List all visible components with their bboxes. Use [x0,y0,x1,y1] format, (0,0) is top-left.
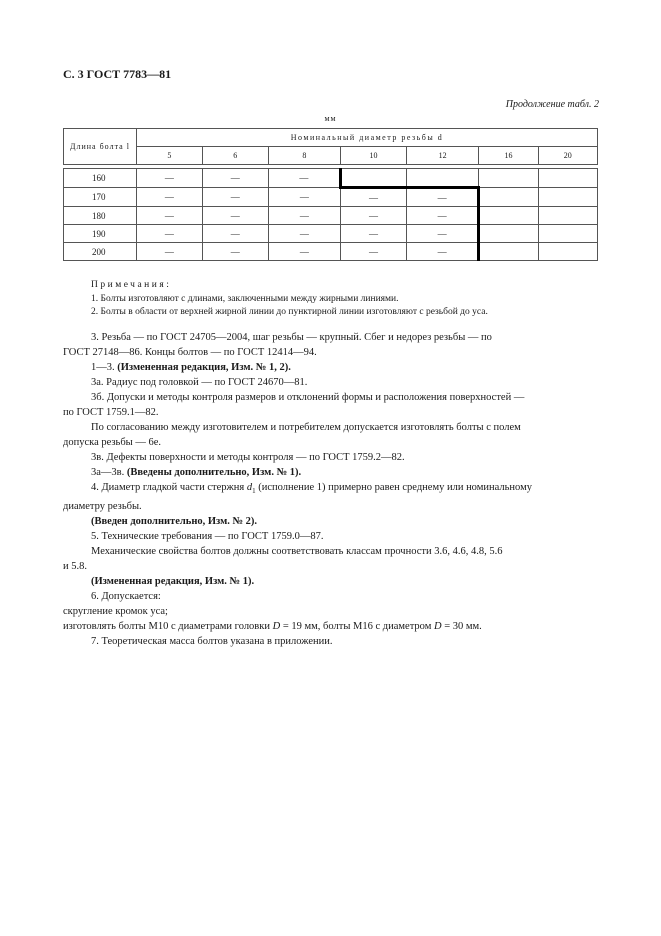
text-run: = 19 мм, болты М16 с диаметром [280,621,434,633]
table-cell: — [202,225,268,243]
paragraph: 3. Резьба — по ГОСТ 24705—2004, шаг резьбы — крупный. Сбег и недорез резьбы — по [91,332,492,343]
diameter-cell: 20 [538,147,597,165]
paragraph-continuation: диаметру резьбы. [63,501,142,513]
table-units: мм [324,114,337,123]
table-cell: — [406,207,478,225]
table-cell: — [268,169,340,188]
table-cell [538,207,597,225]
length-header: Длина болта l [64,129,137,165]
text-run: (исполнение 1) примерно равен среднему или номинальному [255,482,532,493]
table-cell: — [268,225,340,243]
length-cell: 190 [64,225,137,243]
table-cell: — [406,188,478,207]
subscript: 1 [252,487,256,496]
text-run: = 30 мм. [441,621,482,633]
table-cell: — [137,188,203,207]
table-cell [479,207,538,225]
note-item: 2. Болты в области от верхней жирной линии до пунктирной линии изготовляют с резьбой до уса. [91,307,488,317]
amendment-note [91,465,598,480]
table-cell: — [137,225,203,243]
table-cell [538,188,597,207]
table-cell [479,169,538,188]
length-cell: 160 [64,169,137,188]
paragraph: 5. Технические требования — по ГОСТ 1759.0—87. [91,531,324,543]
table-notes [91,279,488,320]
table-row [64,169,598,188]
diameter-cell: 16 [479,147,538,165]
amendment-note: (Измененная редакция, Изм. № 1). [91,576,255,588]
table-cell [341,169,407,188]
table-continuation-label: Продолжение табл. 2 [505,99,599,110]
table-cell: — [202,169,268,188]
variable-D: D [272,621,281,633]
table-cell: — [341,188,407,207]
amendment-note [91,360,598,375]
paragraph: 3б. Допуски и методы контроля размеров и отклонений формы и расположения поверхностей — [91,392,525,403]
table-cell [538,169,597,188]
text-run: 4. Диаметр гладкой части стержня [91,482,247,493]
variable-d: d [246,482,253,493]
document-body [63,330,598,649]
diameter-cell: 5 [137,147,203,165]
table-cell [479,243,538,261]
table-row [64,225,598,243]
table-cell: — [406,225,478,243]
amendment-prefix: 1—3. [91,362,118,373]
paragraph-continuation: допуска резьбы — 6е. [63,437,162,448]
table-cell [406,169,478,188]
amendment-bold: (Измененная редакция, Изм. № 1, 2). [117,362,291,373]
length-cell: 200 [64,243,137,261]
table-cell: — [137,169,203,188]
paragraph-continuation [63,619,598,634]
amendment-bold: (Введены дополнительно, Изм. № 1). [126,467,302,478]
table-cell: — [137,243,203,261]
table-row [64,188,598,207]
table-cell: — [202,188,268,207]
table-cell: — [341,207,407,225]
paragraph: 3а. Радиус под головкой — по ГОСТ 24670—81. [91,377,308,388]
table-cell: — [137,207,203,225]
paragraph: 3в. Дефекты поверхности и методы контроля — по ГОСТ 1759.2—82. [91,452,405,463]
paragraph: Механические свойства болтов должны соответствовать классам прочности 3.6, 4.6, 4.8, 5.6 [91,546,503,558]
page-header: С. 3 ГОСТ 7783—81 [63,67,172,81]
table-row [64,207,598,225]
table-cell: — [202,243,268,261]
paragraph [91,480,598,499]
paragraph-continuation: скругление кромок уса; [63,606,168,618]
table-cell: — [406,243,478,261]
diameter-header: Номинальный диаметр резьбы d [137,129,598,147]
table-cell: — [341,225,407,243]
table-row [64,243,598,261]
length-cell: 170 [64,188,137,207]
diameter-cell: 12 [406,147,478,165]
paragraph: По согласованию между изготовителем и потребителем допускается изготовлять болты с полем [91,422,521,433]
paragraph: 6. Допускается: [91,591,161,603]
table-cell: — [202,207,268,225]
table-cell: — [341,243,407,261]
notes-title: Примечания: [91,280,172,290]
bolt-length-table [63,128,598,261]
diameter-row [64,147,598,165]
table-cell [479,225,538,243]
variable-D: D [433,621,442,633]
text-run: изготовлять болты М10 с диаметрами головки [63,621,273,633]
table-cell: — [268,188,340,207]
table-header-row [64,129,598,147]
table-cell [538,225,597,243]
diameter-cell: 10 [341,147,407,165]
table-cell: — [268,243,340,261]
diameter-cell: 6 [202,147,268,165]
table-cell [479,188,538,207]
diameter-cell: 8 [268,147,340,165]
paragraph-continuation: ГОСТ 27148—86. Концы болтов — по ГОСТ 12414—94. [63,347,317,358]
table-cell: — [268,207,340,225]
paragraph: 7. Теоретическая масса болтов указана в приложении. [91,636,333,648]
length-cell: 180 [64,207,137,225]
note-item: 1. Болты изготовляют с длинами, заключенными между жирными линиями. [91,293,399,304]
amendment-note: (Введен дополнительно, Изм. № 2). [91,516,258,528]
paragraph-continuation: и 5.8. [63,561,87,573]
table-cell [538,243,597,261]
paragraph-continuation: по ГОСТ 1759.1—82. [63,407,159,418]
amendment-prefix: 3а—3в. [91,467,127,478]
